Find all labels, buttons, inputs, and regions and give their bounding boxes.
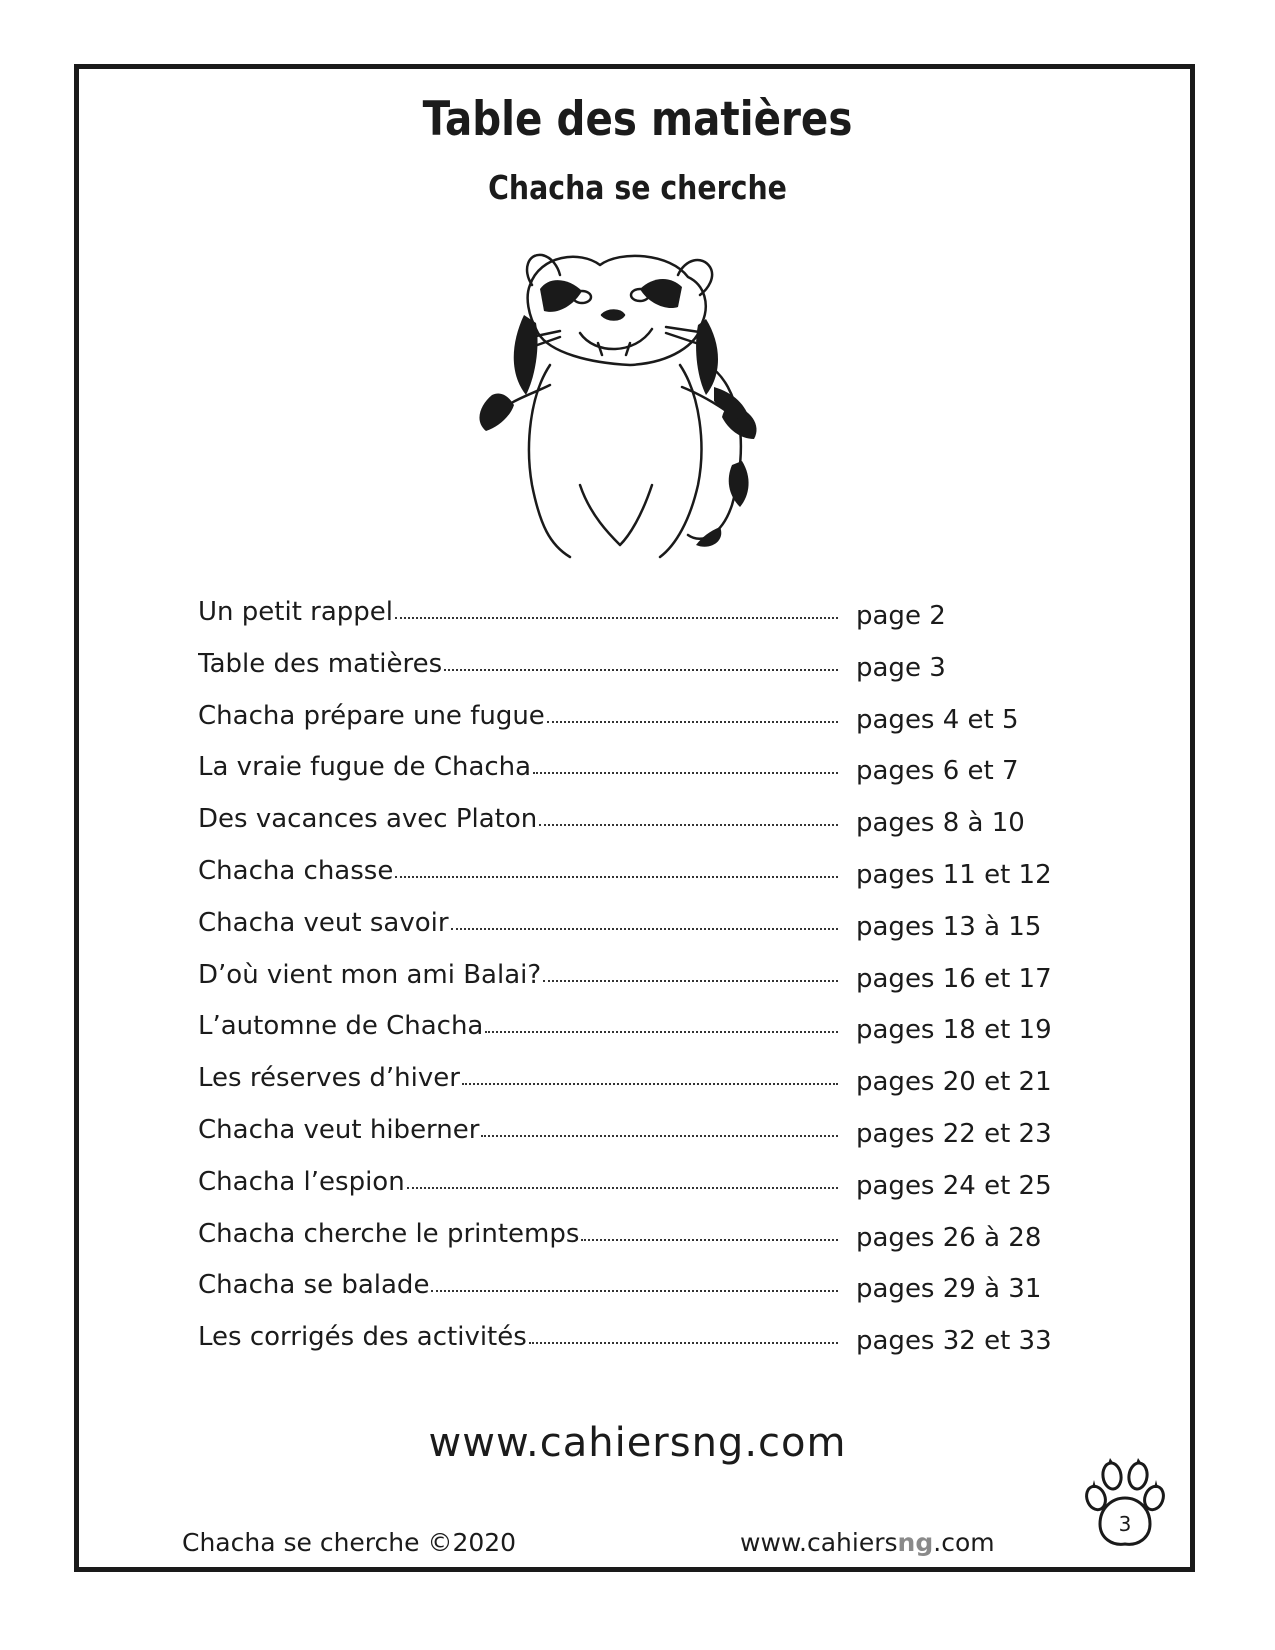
page-number: 3 (1118, 1512, 1132, 1536)
footer-website[interactable] (740, 1528, 995, 1557)
toc-row (198, 960, 1068, 1012)
dot-leader (481, 1115, 838, 1137)
toc-row (198, 752, 1068, 804)
toc-label: Chacha chasse (198, 855, 394, 886)
toc-label: Chacha cherche le printemps (198, 1218, 580, 1249)
toc-label: Chacha l’espion (198, 1166, 405, 1197)
toc-page: page 3 (856, 652, 946, 683)
toc-label: Chacha se balade (198, 1270, 430, 1301)
toc-label: La vraie fugue de Chacha (198, 752, 532, 783)
dot-leader (529, 1322, 838, 1344)
toc-row (198, 1219, 1068, 1271)
paw-print-icon (1082, 1458, 1168, 1550)
toc-row (198, 1322, 1068, 1374)
toc-label: Les réserves d’hiver (198, 1063, 460, 1094)
toc-page: pages 11 et 12 (856, 859, 1052, 890)
toc-row (198, 804, 1068, 856)
toc-page: pages 22 et 23 (856, 1118, 1052, 1149)
toc-page: pages 8 à 10 (856, 808, 1025, 839)
dot-leader (395, 597, 838, 619)
toc-row (198, 1063, 1068, 1115)
toc-label: Chacha veut savoir (198, 907, 449, 938)
toc-label: Chacha prépare une fugue (198, 700, 545, 731)
toc-row (198, 649, 1068, 701)
dot-leader (444, 649, 838, 671)
dot-leader (547, 701, 838, 723)
toc-page: pages 4 et 5 (856, 704, 1019, 735)
raccoon-mascot-icon (470, 245, 770, 563)
dot-leader (431, 1270, 838, 1292)
toc-label: Un petit rappel (198, 597, 393, 627)
dot-leader (533, 752, 838, 774)
toc-row (198, 1167, 1068, 1219)
dot-leader (539, 804, 838, 826)
toc-row (198, 597, 1068, 649)
toc-label: Chacha veut hiberner (198, 1114, 480, 1145)
footer-website-prefix: www.cahiers (740, 1528, 898, 1557)
toc-row (198, 1011, 1068, 1063)
website-url[interactable]: www.cahiersng.com (428, 1420, 847, 1466)
dot-leader (395, 856, 838, 878)
toc-page: pages 16 et 17 (856, 963, 1052, 994)
toc-row (198, 856, 1068, 908)
dot-leader (451, 908, 838, 930)
dot-leader (485, 1011, 838, 1033)
toc-label: Les corrigés des activités (198, 1322, 527, 1353)
dot-leader (462, 1063, 838, 1085)
toc-label: D’où vient mon ami Balai? (198, 959, 542, 990)
toc-page: pages 29 à 31 (856, 1274, 1042, 1305)
dot-leader (543, 960, 838, 982)
toc-page: pages 26 à 28 (856, 1222, 1042, 1253)
dot-leader (581, 1219, 838, 1241)
dot-leader (407, 1167, 838, 1189)
page-title: Table des matières (422, 92, 853, 147)
toc-page: page 2 (856, 601, 946, 631)
toc-page: pages 32 et 33 (856, 1326, 1052, 1357)
toc-label: L’automne de Chacha (198, 1011, 484, 1042)
toc-label: Des vacances avec Platon (198, 804, 538, 835)
footer-website-suffix: .com (933, 1528, 995, 1557)
toc-row (198, 908, 1068, 960)
toc-row (198, 701, 1068, 753)
toc-label: Table des matières (198, 648, 443, 679)
toc-row (198, 1270, 1068, 1322)
table-of-contents (198, 597, 1068, 1374)
page-subtitle: Chacha se cherche (488, 168, 787, 207)
footer-copyright: Chacha se cherche ©2020 (182, 1528, 517, 1557)
footer-website-highlight: ng (897, 1528, 934, 1557)
toc-page: pages 24 et 25 (856, 1170, 1052, 1201)
toc-page: pages 13 à 15 (856, 911, 1042, 942)
toc-page: pages 18 et 19 (856, 1015, 1052, 1046)
toc-page: pages 6 et 7 (856, 756, 1019, 787)
toc-row (198, 1115, 1068, 1167)
toc-page: pages 20 et 21 (856, 1067, 1052, 1098)
